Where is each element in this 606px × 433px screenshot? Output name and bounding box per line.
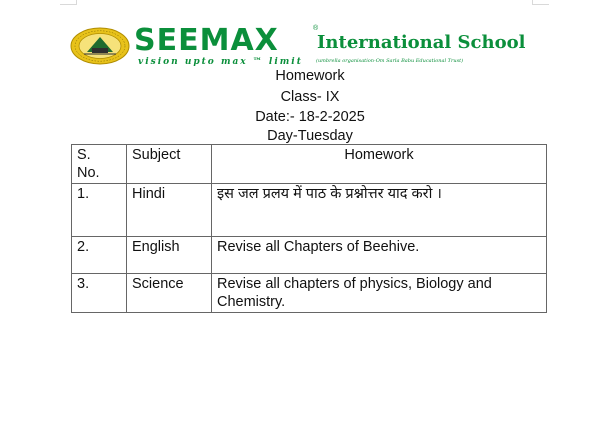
table-row xyxy=(72,237,547,274)
row-serial-number: 1. xyxy=(72,184,127,237)
table-row xyxy=(72,274,547,313)
page-title: Homework xyxy=(275,68,345,84)
row-homework: इस जल प्रलय में पाठ के प्रश्नोत्तर याद करो । xyxy=(212,184,547,237)
school-seal-icon xyxy=(70,27,130,65)
row-homework: Revise all Chapters of Beehive. xyxy=(212,237,547,274)
registered-mark: ® xyxy=(313,25,319,32)
table-header-row xyxy=(72,145,547,184)
crop-mark-left xyxy=(60,0,77,5)
school-org-line: (umbrella organisation-Om Sarla Babu Educational Trust) xyxy=(316,58,464,64)
header-serial-line2: No. xyxy=(77,165,100,181)
row-serial-number: 2. xyxy=(72,237,127,274)
row-homework: Revise all chapters of physics, Biology and Chemistry. xyxy=(212,274,547,313)
day-label: Day-Tuesday xyxy=(267,128,353,144)
row-subject: Science xyxy=(127,274,212,313)
class-label: Class- IX xyxy=(280,89,340,105)
homework-table xyxy=(71,144,547,313)
crop-mark-right xyxy=(532,0,549,5)
row-serial-number: 3. xyxy=(72,274,127,313)
school-name-suffix: International School xyxy=(317,32,526,53)
school-brand-name: SEEMAX xyxy=(134,23,279,58)
header-homework: Homework xyxy=(212,145,547,184)
school-tagline: vision upto max ™ limit xyxy=(138,57,303,67)
header-subject: Subject xyxy=(127,145,212,184)
date-label: Date:- 18-2-2025 xyxy=(255,109,365,125)
header-serial-number xyxy=(72,145,127,184)
row-subject: Hindi xyxy=(127,184,212,237)
table-row xyxy=(72,184,547,237)
row-subject: English xyxy=(127,237,212,274)
header-serial-line1: S. xyxy=(77,147,91,163)
